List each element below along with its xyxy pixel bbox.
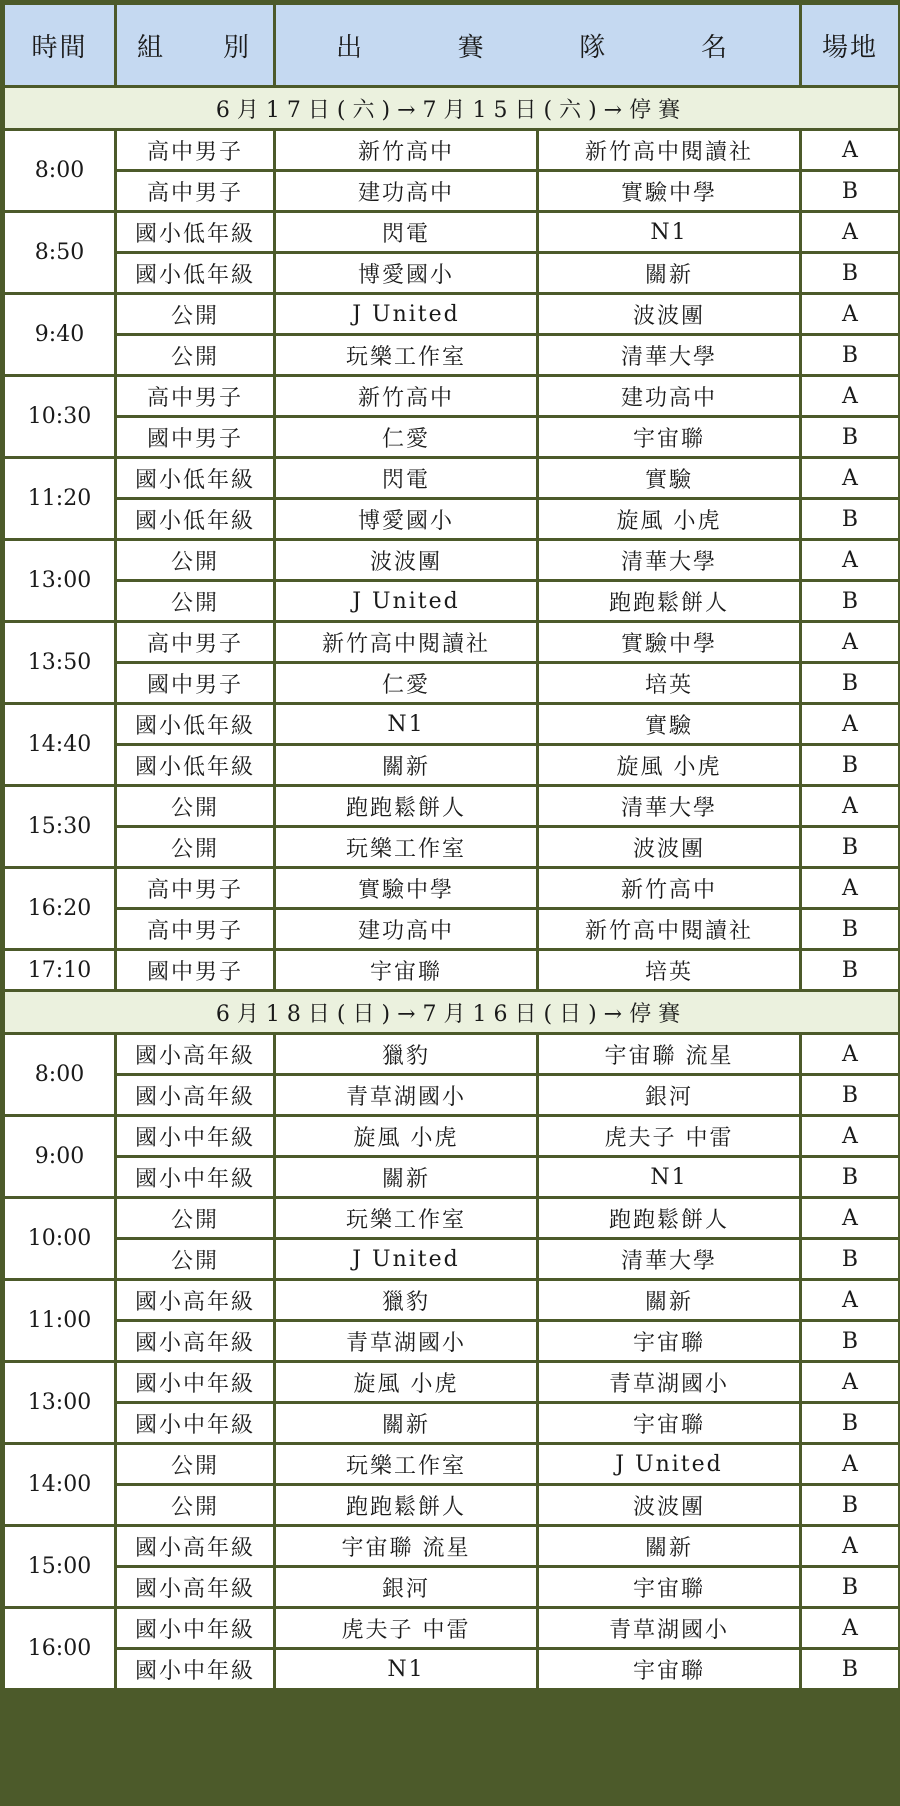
team-home-cell: 虎夫子 中雷 xyxy=(275,1608,538,1649)
venue-cell: A xyxy=(801,1034,900,1075)
team-home-cell: 閃電 xyxy=(275,212,538,253)
group-cell: 國小低年級 xyxy=(116,253,275,294)
team-away-cell: 新竹高中閱讀社 xyxy=(538,909,801,950)
header-row xyxy=(4,4,900,87)
time-slot: 10:00 xyxy=(4,1198,116,1280)
time-slot: 16:20 xyxy=(4,868,116,950)
team-away-cell: 虎夫子 中雷 xyxy=(538,1116,801,1157)
team-away-cell: 宇宙聯 xyxy=(538,1403,801,1444)
venue-cell: A xyxy=(801,1280,900,1321)
header-teams-char: 名 xyxy=(700,32,729,63)
group-cell: 國小中年級 xyxy=(116,1608,275,1649)
group-cell: 國小低年級 xyxy=(116,212,275,253)
venue-cell: B xyxy=(801,909,900,950)
team-away-cell: N1 xyxy=(538,1157,801,1198)
team-home-cell: 新竹高中 xyxy=(275,130,538,171)
match-row xyxy=(4,1239,900,1280)
header-teams-char: 隊 xyxy=(579,32,608,63)
match-row xyxy=(4,868,900,909)
match-row xyxy=(4,745,900,786)
match-row xyxy=(4,663,900,704)
team-home-cell: 銀河 xyxy=(275,1567,538,1608)
time-slot: 8:50 xyxy=(4,212,116,294)
team-home-cell: 仁愛 xyxy=(275,417,538,458)
group-cell: 國中男子 xyxy=(116,663,275,704)
match-row xyxy=(4,622,900,663)
team-home-cell: 新竹高中 xyxy=(275,376,538,417)
team-home-cell: 宇宙聯 xyxy=(275,950,538,991)
group-cell: 國小高年級 xyxy=(116,1280,275,1321)
group-cell: 高中男子 xyxy=(116,171,275,212)
team-home-cell: 旋風 小虎 xyxy=(275,1362,538,1403)
day-header-row xyxy=(4,87,900,130)
venue-cell: B xyxy=(801,1649,900,1690)
team-home-cell: N1 xyxy=(275,1649,538,1690)
venue-cell: A xyxy=(801,704,900,745)
match-row xyxy=(4,1485,900,1526)
header-venue: 場地 xyxy=(801,4,900,87)
time-slot: 8:00 xyxy=(4,1034,116,1116)
venue-cell: B xyxy=(801,1157,900,1198)
time-slot: 15:00 xyxy=(4,1526,116,1608)
team-home-cell: 關新 xyxy=(275,1403,538,1444)
team-away-cell: J United xyxy=(538,1444,801,1485)
venue-cell: A xyxy=(801,1198,900,1239)
venue-cell: A xyxy=(801,458,900,499)
venue-cell: B xyxy=(801,253,900,294)
venue-cell: A xyxy=(801,868,900,909)
group-cell: 公開 xyxy=(116,540,275,581)
match-row xyxy=(4,1608,900,1649)
venue-cell: B xyxy=(801,827,900,868)
team-away-cell: 實驗 xyxy=(538,704,801,745)
venue-cell: B xyxy=(801,950,900,991)
group-cell: 高中男子 xyxy=(116,622,275,663)
match-row xyxy=(4,1567,900,1608)
group-cell: 國中男子 xyxy=(116,417,275,458)
group-cell: 高中男子 xyxy=(116,130,275,171)
day-header-label: 6月18日(日)→7月16日(日)→停賽 xyxy=(4,991,900,1034)
team-away-cell: 旋風 小虎 xyxy=(538,499,801,540)
group-cell: 公開 xyxy=(116,1239,275,1280)
team-home-cell: 博愛國小 xyxy=(275,499,538,540)
venue-cell: B xyxy=(801,499,900,540)
team-home-cell: 青草湖國小 xyxy=(275,1321,538,1362)
time-slot: 9:00 xyxy=(4,1116,116,1198)
group-cell: 高中男子 xyxy=(116,868,275,909)
match-row xyxy=(4,376,900,417)
venue-cell: B xyxy=(801,1485,900,1526)
team-away-cell: 宇宙聯 xyxy=(538,1649,801,1690)
venue-cell: A xyxy=(801,1526,900,1567)
team-home-cell: N1 xyxy=(275,704,538,745)
team-away-cell: 波波團 xyxy=(538,294,801,335)
venue-cell: A xyxy=(801,1116,900,1157)
time-slot: 14:40 xyxy=(4,704,116,786)
group-cell: 國小低年級 xyxy=(116,458,275,499)
group-cell: 公開 xyxy=(116,1485,275,1526)
team-home-cell: 波波團 xyxy=(275,540,538,581)
venue-cell: A xyxy=(801,1362,900,1403)
group-cell: 公開 xyxy=(116,294,275,335)
day-header-label: 6月17日(六)→7月15日(六)→停賽 xyxy=(4,87,900,130)
time-slot: 11:20 xyxy=(4,458,116,540)
team-away-cell: 清華大學 xyxy=(538,1239,801,1280)
team-home-cell: 旋風 小虎 xyxy=(275,1116,538,1157)
group-cell: 國小中年級 xyxy=(116,1157,275,1198)
match-row xyxy=(4,1526,900,1567)
team-away-cell: 建功高中 xyxy=(538,376,801,417)
team-away-cell: 宇宙聯 xyxy=(538,417,801,458)
team-away-cell: 跑跑鬆餅人 xyxy=(538,581,801,622)
group-cell: 公開 xyxy=(116,1198,275,1239)
venue-cell: A xyxy=(801,294,900,335)
team-home-cell: 實驗中學 xyxy=(275,868,538,909)
team-home-cell: 閃電 xyxy=(275,458,538,499)
match-row xyxy=(4,335,900,376)
header-group xyxy=(116,4,275,87)
match-row xyxy=(4,540,900,581)
team-home-cell: J United xyxy=(275,581,538,622)
team-home-cell: 關新 xyxy=(275,1157,538,1198)
team-home-cell: 玩樂工作室 xyxy=(275,827,538,868)
time-slot: 13:00 xyxy=(4,540,116,622)
time-slot: 13:00 xyxy=(4,1362,116,1444)
venue-cell: A xyxy=(801,622,900,663)
team-home-cell: 獵豹 xyxy=(275,1280,538,1321)
match-row xyxy=(4,1157,900,1198)
team-away-cell: 關新 xyxy=(538,253,801,294)
team-away-cell: 實驗中學 xyxy=(538,171,801,212)
team-away-cell: 培英 xyxy=(538,950,801,991)
team-home-cell: J United xyxy=(275,1239,538,1280)
team-away-cell: 青草湖國小 xyxy=(538,1362,801,1403)
match-schedule-table xyxy=(2,2,900,1691)
header-time: 時間 xyxy=(4,4,116,87)
team-home-cell: 跑跑鬆餅人 xyxy=(275,1485,538,1526)
team-away-cell: 跑跑鬆餅人 xyxy=(538,1198,801,1239)
venue-cell: A xyxy=(801,1608,900,1649)
team-away-cell: 清華大學 xyxy=(538,786,801,827)
match-row xyxy=(4,1362,900,1403)
match-row xyxy=(4,1034,900,1075)
time-slot: 9:40 xyxy=(4,294,116,376)
team-home-cell: 玩樂工作室 xyxy=(275,1444,538,1485)
team-away-cell: 新竹高中 xyxy=(538,868,801,909)
venue-cell: A xyxy=(801,786,900,827)
group-cell: 國中男子 xyxy=(116,950,275,991)
team-home-cell: 博愛國小 xyxy=(275,253,538,294)
team-home-cell: 建功高中 xyxy=(275,171,538,212)
venue-cell: B xyxy=(801,663,900,704)
team-away-cell: 清華大學 xyxy=(538,540,801,581)
venue-cell: A xyxy=(801,1444,900,1485)
venue-cell: A xyxy=(801,376,900,417)
team-away-cell: 實驗中學 xyxy=(538,622,801,663)
team-home-cell: J United xyxy=(275,294,538,335)
venue-cell: B xyxy=(801,745,900,786)
team-away-cell: 波波團 xyxy=(538,827,801,868)
venue-cell: B xyxy=(801,1321,900,1362)
team-home-cell: 宇宙聯 流星 xyxy=(275,1526,538,1567)
group-cell: 公開 xyxy=(116,581,275,622)
team-away-cell: 宇宙聯 流星 xyxy=(538,1034,801,1075)
group-cell: 國小低年級 xyxy=(116,499,275,540)
team-away-cell: 銀河 xyxy=(538,1075,801,1116)
match-row xyxy=(4,909,900,950)
match-row xyxy=(4,1444,900,1485)
team-away-cell: 清華大學 xyxy=(538,335,801,376)
venue-cell: B xyxy=(801,1075,900,1116)
day-header-row xyxy=(4,991,900,1034)
team-home-cell: 新竹高中閱讀社 xyxy=(275,622,538,663)
team-away-cell: 關新 xyxy=(538,1280,801,1321)
venue-cell: B xyxy=(801,1239,900,1280)
team-away-cell: 培英 xyxy=(538,663,801,704)
team-away-cell: 關新 xyxy=(538,1526,801,1567)
venue-cell: B xyxy=(801,581,900,622)
match-row xyxy=(4,417,900,458)
team-home-cell: 玩樂工作室 xyxy=(275,1198,538,1239)
team-home-cell: 玩樂工作室 xyxy=(275,335,538,376)
group-cell: 國小低年級 xyxy=(116,704,275,745)
header-teams xyxy=(275,4,801,87)
group-cell: 國小中年級 xyxy=(116,1362,275,1403)
group-cell: 國小高年級 xyxy=(116,1075,275,1116)
venue-cell: A xyxy=(801,212,900,253)
group-cell: 公開 xyxy=(116,827,275,868)
header-group-char: 別 xyxy=(222,32,251,63)
team-home-cell: 青草湖國小 xyxy=(275,1075,538,1116)
match-row xyxy=(4,1321,900,1362)
group-cell: 高中男子 xyxy=(116,909,275,950)
match-row xyxy=(4,253,900,294)
time-slot: 13:50 xyxy=(4,622,116,704)
venue-cell: A xyxy=(801,540,900,581)
match-row xyxy=(4,458,900,499)
venue-cell: B xyxy=(801,171,900,212)
time-slot: 14:00 xyxy=(4,1444,116,1526)
group-cell: 國小高年級 xyxy=(116,1321,275,1362)
header-teams-char: 賽 xyxy=(457,32,486,63)
time-slot: 17:10 xyxy=(4,950,116,991)
team-away-cell: 旋風 小虎 xyxy=(538,745,801,786)
match-row xyxy=(4,1198,900,1239)
group-cell: 國小高年級 xyxy=(116,1034,275,1075)
team-home-cell: 仁愛 xyxy=(275,663,538,704)
match-row xyxy=(4,581,900,622)
time-slot: 11:00 xyxy=(4,1280,116,1362)
team-away-cell: 實驗 xyxy=(538,458,801,499)
match-row xyxy=(4,827,900,868)
team-away-cell: 波波團 xyxy=(538,1485,801,1526)
team-home-cell: 關新 xyxy=(275,745,538,786)
team-away-cell: 宇宙聯 xyxy=(538,1567,801,1608)
match-row xyxy=(4,130,900,171)
team-away-cell: 新竹高中閱讀社 xyxy=(538,130,801,171)
team-home-cell: 跑跑鬆餅人 xyxy=(275,786,538,827)
group-cell: 高中男子 xyxy=(116,376,275,417)
venue-cell: B xyxy=(801,1403,900,1444)
team-away-cell: 宇宙聯 xyxy=(538,1321,801,1362)
header-teams-char: 出 xyxy=(336,32,365,63)
time-slot: 10:30 xyxy=(4,376,116,458)
match-row xyxy=(4,1116,900,1157)
time-slot: 16:00 xyxy=(4,1608,116,1690)
time-slot: 8:00 xyxy=(4,130,116,212)
group-cell: 公開 xyxy=(116,1444,275,1485)
group-cell: 國小中年級 xyxy=(116,1403,275,1444)
match-row xyxy=(4,294,900,335)
team-home-cell: 獵豹 xyxy=(275,1034,538,1075)
venue-cell: B xyxy=(801,335,900,376)
group-cell: 國小中年級 xyxy=(116,1116,275,1157)
match-row xyxy=(4,1075,900,1116)
venue-cell: A xyxy=(801,130,900,171)
group-cell: 公開 xyxy=(116,335,275,376)
group-cell: 公開 xyxy=(116,786,275,827)
team-home-cell: 建功高中 xyxy=(275,909,538,950)
match-row xyxy=(4,704,900,745)
match-row xyxy=(4,950,900,991)
match-row xyxy=(4,1280,900,1321)
match-row xyxy=(4,786,900,827)
match-row xyxy=(4,171,900,212)
venue-cell: B xyxy=(801,1567,900,1608)
group-cell: 國小低年級 xyxy=(116,745,275,786)
team-away-cell: 青草湖國小 xyxy=(538,1608,801,1649)
match-row xyxy=(4,1403,900,1444)
group-cell: 國小中年級 xyxy=(116,1649,275,1690)
group-cell: 國小高年級 xyxy=(116,1526,275,1567)
match-row xyxy=(4,212,900,253)
header-group-char: 組 xyxy=(137,32,166,63)
time-slot: 15:30 xyxy=(4,786,116,868)
venue-cell: B xyxy=(801,417,900,458)
match-row xyxy=(4,1649,900,1690)
schedule-body xyxy=(4,87,900,1690)
team-away-cell: N1 xyxy=(538,212,801,253)
match-row xyxy=(4,499,900,540)
group-cell: 國小高年級 xyxy=(116,1567,275,1608)
